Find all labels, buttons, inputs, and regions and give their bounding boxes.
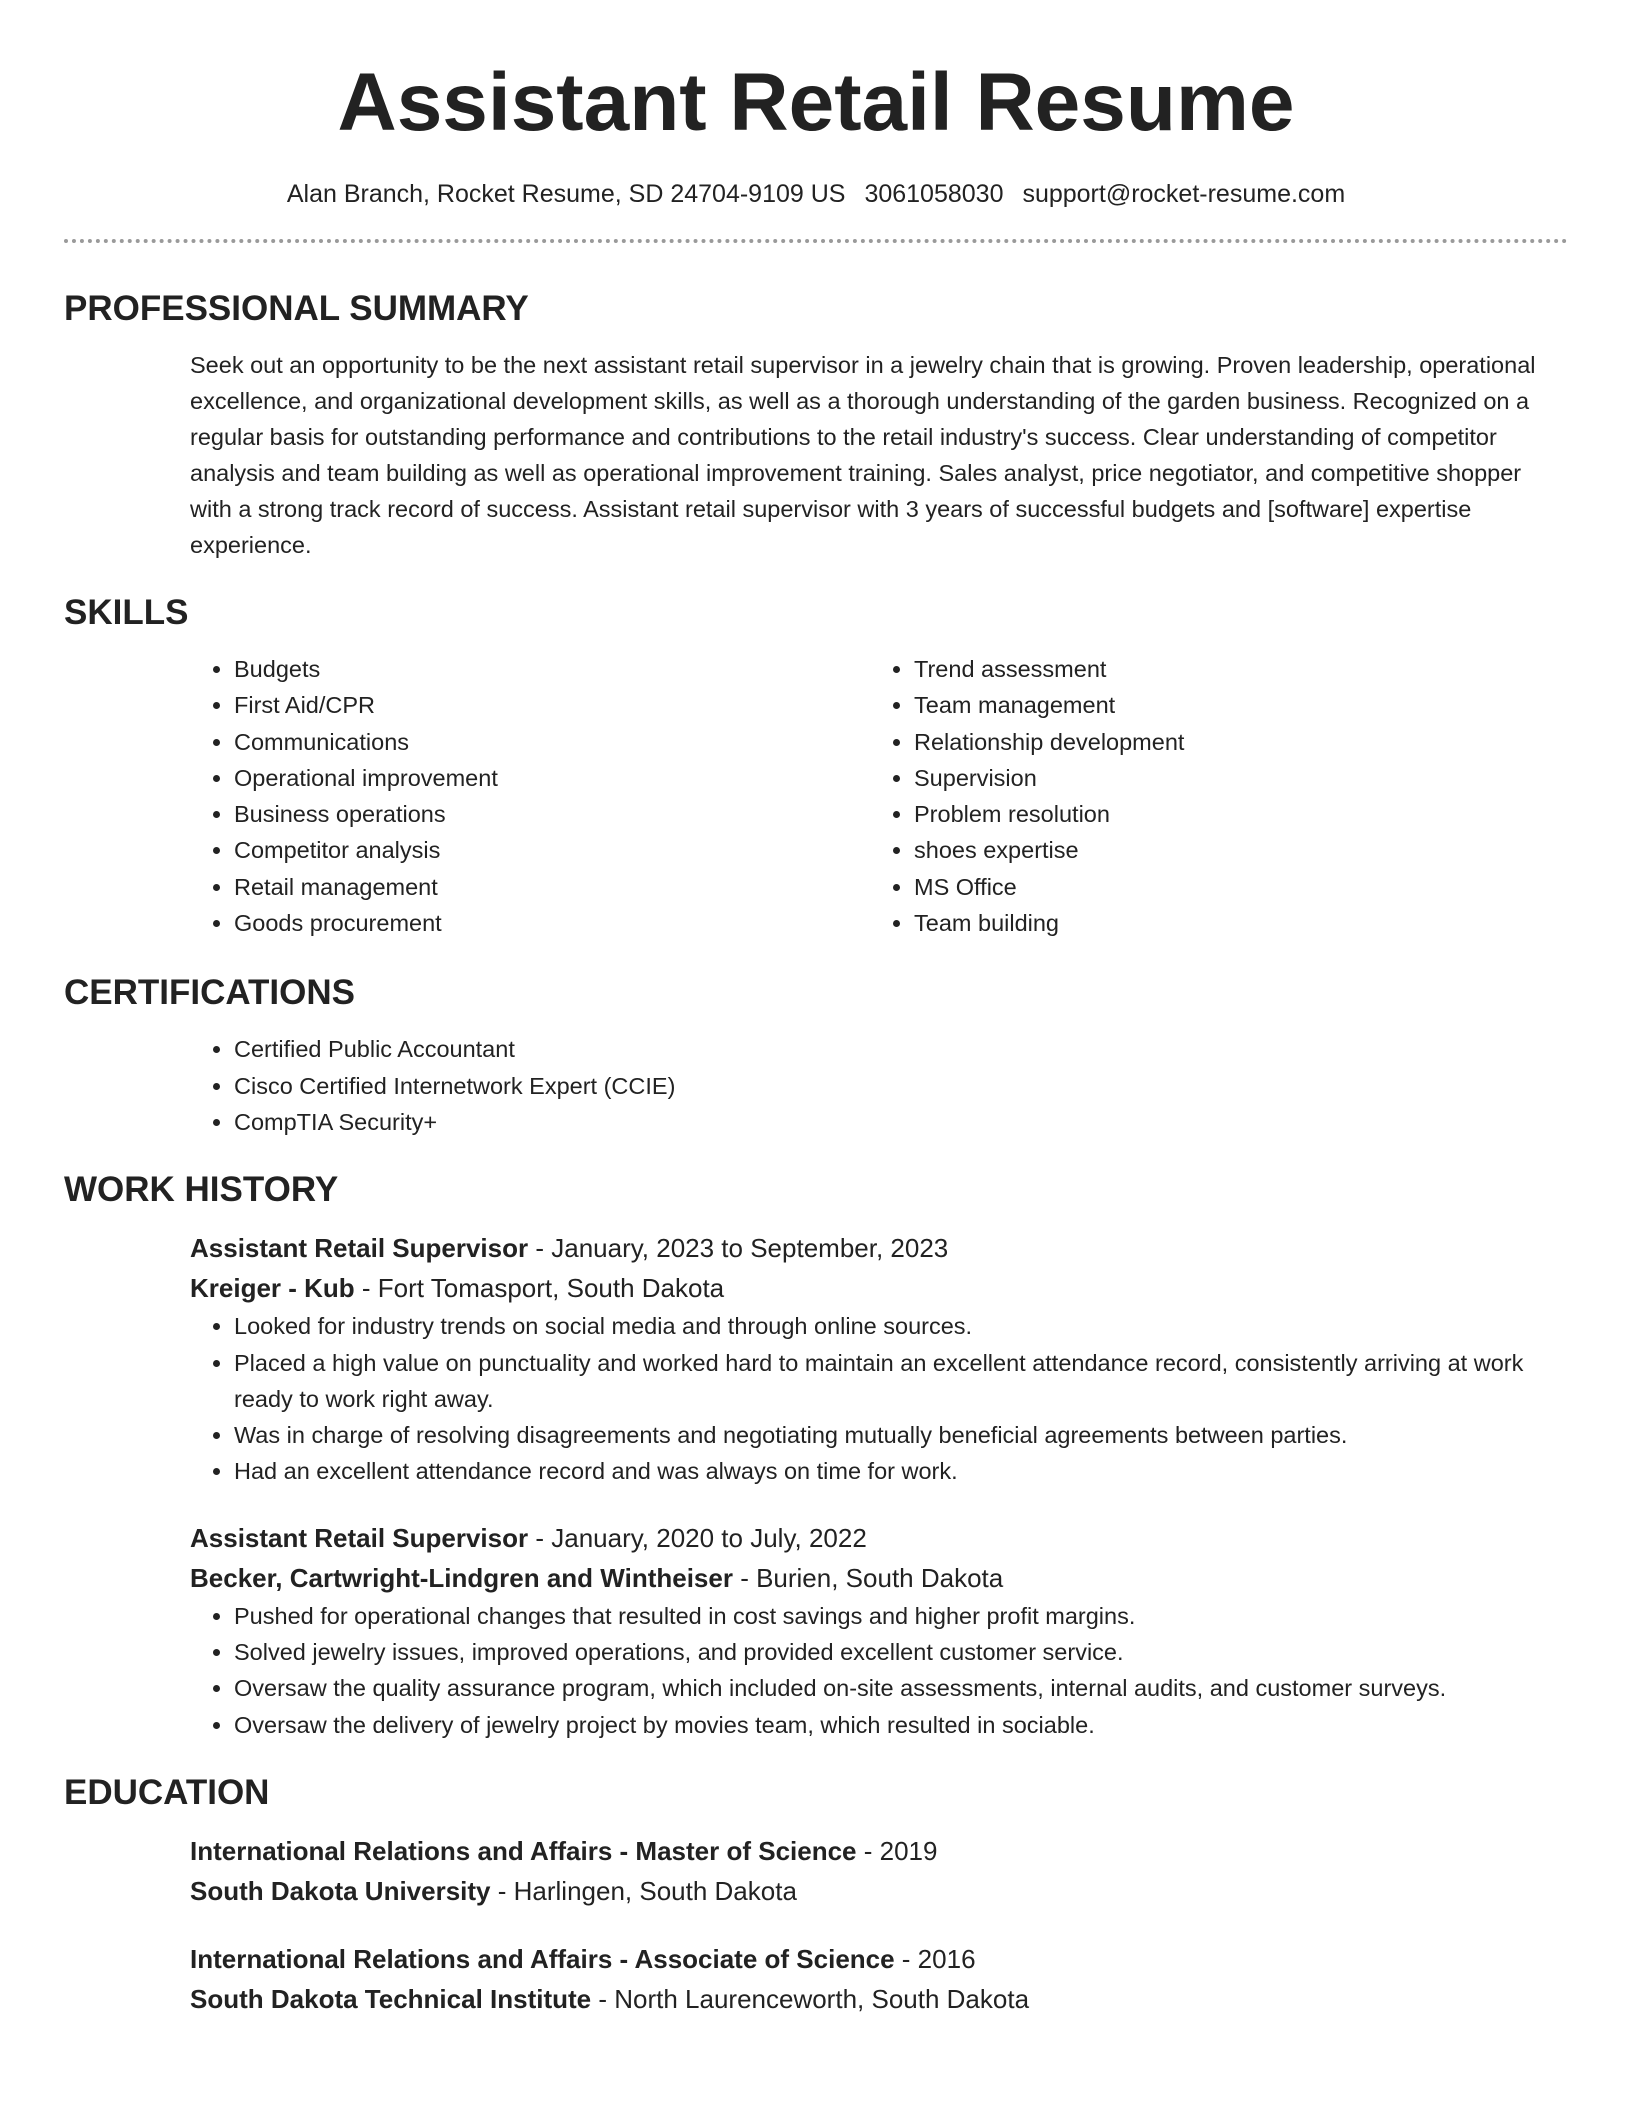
skills-section (64, 593, 1568, 941)
skill-item: • Problem resolution (914, 796, 1568, 832)
header-divider (64, 239, 1568, 243)
education-school-line (190, 1979, 1568, 2019)
certification-item: • Cisco Certified Internetwork Expert (CCIE) (234, 1068, 1568, 1104)
job-duty-item: • Pushed for operational changes that resulted in cost savings and higher profit margins. (234, 1598, 1568, 1634)
job-title: Assistant Retail Supervisor (190, 1233, 529, 1264)
contact-line (64, 180, 1568, 209)
job-entry (64, 1518, 1568, 1743)
certifications-section (64, 973, 1568, 1140)
skill-item: • Retail management (234, 869, 870, 905)
job-company-line (190, 1558, 1568, 1598)
job-duty-item: • Placed a high value on punctuality and worked hard to maintain an excellent attendance record, consistently arriving at work ready to work right away. (234, 1345, 1568, 1418)
job-duty-item: • Had an excellent attendance record and was always on time for work. (234, 1453, 1568, 1489)
job-company: Becker, Cartwright-Lindgren and Wintheiser (190, 1562, 733, 1593)
job-entry (64, 1228, 1568, 1489)
education-school: South Dakota Technical Institute (190, 1983, 592, 2014)
education-entry (64, 1831, 1568, 1911)
job-location: - Burien, South Dakota (732, 1562, 1004, 1593)
education-section (64, 1773, 1568, 2019)
skill-item: • Competitor analysis (234, 832, 870, 868)
certifications-list (190, 1031, 1568, 1140)
education-location: - North Laurenceworth, South Dakota (591, 1983, 1030, 2014)
contact-phone: 3061058030 (864, 180, 1004, 208)
job-dates: - January, 2023 to September, 2023 (528, 1233, 949, 1264)
job-title-line (190, 1228, 1568, 1268)
job-duty-item: • Oversaw the delivery of jewelry project by movies team, which resulted in sociable. (234, 1707, 1568, 1743)
job-duty-item: • Solved jewelry issues, improved operations, and provided excellent customer service. (234, 1634, 1568, 1670)
skill-item: • Relationship development (914, 724, 1568, 760)
job-duties-list (190, 1308, 1568, 1489)
skill-item: • Operational improvement (234, 760, 870, 796)
job-company-line (190, 1268, 1568, 1308)
skills-list-left (190, 651, 870, 941)
skill-item: • Trend assessment (914, 651, 1568, 687)
skill-item: • Team building (914, 905, 1568, 941)
certification-item: • CompTIA Security+ (234, 1104, 1568, 1140)
contact-address: Alan Branch, Rocket Resume, SD 24704-9109 US (286, 180, 846, 208)
section-heading-skills: SKILLS (64, 593, 189, 632)
job-company: Kreiger - Kub (190, 1273, 355, 1304)
education-location: - Harlingen, South Dakota (490, 1875, 797, 1906)
job-title-line (190, 1518, 1568, 1558)
page-title: Assistant Retail Resume (337, 57, 1295, 148)
education-school-line (190, 1871, 1568, 1911)
summary-section (64, 289, 1568, 563)
section-heading-work-history: WORK HISTORY (64, 1170, 339, 1210)
job-location: - Fort Tomasport, South Dakota (354, 1273, 725, 1304)
skills-list-right (870, 651, 1568, 941)
job-duty-item: • Was in charge of resolving disagreements and negotiating mutually beneficial agreements between parties. (234, 1417, 1568, 1453)
skill-item: • shoes expertise (914, 832, 1568, 868)
contact-email: support@rocket-resume.com (1022, 180, 1346, 208)
education-school: South Dakota University (190, 1875, 491, 1906)
skill-item: • Budgets (234, 651, 870, 687)
skill-item: • First Aid/CPR (234, 687, 870, 723)
summary-text: Seek out an opportunity to be the next assistant retail supervisor in a jewelry chain that is growing. Proven leadership, operational excellence, and organizational development skills, as well as a thorough understanding of the garden business. Recognized on a regular basis for outstanding performance and contributions to the retail industry's success. Clear understanding of competitor analysis and team building as well as operational improvement training. Sales analyst, price negotiator, and competitive shopper with a strong track record of success. Assistant retail supervisor with 3 years of successful budgets and [software] expertise experience. (190, 352, 1536, 558)
education-degree: International Relations and Affairs - Master of Science (190, 1835, 857, 1866)
certification-item: • Certified Public Accountant (234, 1031, 1568, 1067)
education-degree: International Relations and Affairs - Associate of Science (190, 1943, 895, 1974)
job-dates: - January, 2020 to July, 2022 (528, 1522, 867, 1553)
skills-grid (190, 651, 1568, 941)
skill-item: • Team management (914, 687, 1568, 723)
skill-item: • Supervision (914, 760, 1568, 796)
section-heading-certifications: CERTIFICATIONS (64, 973, 356, 1013)
job-duties-list (190, 1598, 1568, 1743)
education-year: - 2016 (894, 1943, 976, 1974)
skill-item: • Goods procurement (234, 905, 870, 941)
job-duty-item: • Oversaw the quality assurance program, which included on-site assessments, internal audits, and customer surveys. (234, 1670, 1568, 1706)
skill-item: • Business operations (234, 796, 870, 832)
education-entry (64, 1939, 1568, 2019)
work-history-section (64, 1170, 1568, 1743)
job-duty-item: • Looked for industry trends on social media and through online sources. (234, 1308, 1568, 1344)
job-title: Assistant Retail Supervisor (190, 1522, 529, 1553)
section-heading-summary: PROFESSIONAL SUMMARY (64, 289, 529, 328)
education-degree-line (190, 1939, 1568, 1979)
skill-item: • Communications (234, 724, 870, 760)
education-year: - 2019 (856, 1835, 938, 1866)
education-degree-line (190, 1831, 1568, 1871)
section-heading-education: EDUCATION (64, 1772, 270, 1812)
skill-item: • MS Office (914, 869, 1568, 905)
